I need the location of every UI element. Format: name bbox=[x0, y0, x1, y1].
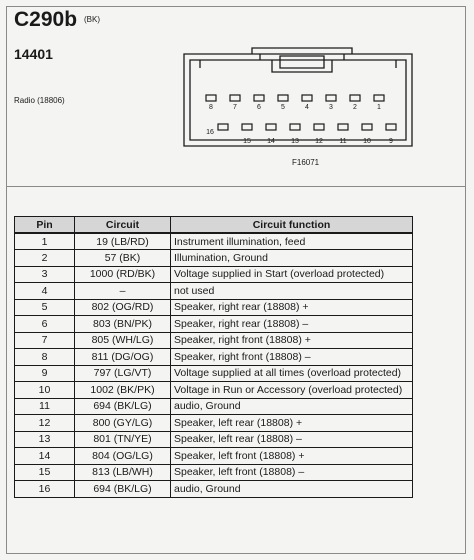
pin-number-label: 13 bbox=[291, 138, 299, 145]
pin-number-label: 16 bbox=[206, 129, 214, 136]
table-row bbox=[15, 431, 413, 448]
cell-circuit-function: Speaker, left rear (18808) + bbox=[171, 415, 413, 432]
cell-circuit-function: audio, Ground bbox=[171, 398, 413, 415]
cell-circuit: 694 (BK/LG) bbox=[75, 481, 171, 498]
table-row bbox=[15, 481, 413, 498]
cell-circuit: 57 (BK) bbox=[75, 250, 171, 267]
pin-cavity bbox=[362, 124, 372, 130]
pin-number-label: 14 bbox=[267, 138, 275, 145]
cell-circuit-function: Voltage in Run or Accessory (overload protected) bbox=[171, 382, 413, 399]
pin-number-label: 4 bbox=[305, 104, 309, 111]
table-row bbox=[15, 250, 413, 267]
table-row bbox=[15, 283, 413, 300]
cell-pin: 2 bbox=[15, 250, 75, 267]
pin-number-label: 3 bbox=[329, 104, 333, 111]
cell-circuit-function: not used bbox=[171, 283, 413, 300]
section-divider bbox=[6, 186, 466, 187]
pin-number-label: 2 bbox=[353, 104, 357, 111]
cell-pin: 11 bbox=[15, 398, 75, 415]
cell-pin: 10 bbox=[15, 382, 75, 399]
cell-pin: 8 bbox=[15, 349, 75, 366]
table-header-row bbox=[15, 217, 413, 234]
cell-pin: 14 bbox=[15, 448, 75, 465]
pin-number-label: 11 bbox=[339, 138, 347, 145]
cell-circuit-function: Speaker, right front (18808) – bbox=[171, 349, 413, 366]
pin-number-label: 12 bbox=[315, 138, 323, 145]
pin-cavity bbox=[218, 124, 228, 130]
cell-circuit: 1002 (BK/PK) bbox=[75, 382, 171, 399]
header-circuit: Circuit bbox=[75, 217, 171, 234]
pin-cavity bbox=[374, 95, 384, 101]
table-row bbox=[15, 382, 413, 399]
cell-circuit: 805 (WH/LG) bbox=[75, 332, 171, 349]
pin-cavity bbox=[386, 124, 396, 130]
pin-cavity bbox=[254, 95, 264, 101]
pin-cavity bbox=[326, 95, 336, 101]
table-row bbox=[15, 464, 413, 481]
cell-pin: 7 bbox=[15, 332, 75, 349]
table-row bbox=[15, 266, 413, 283]
pin-number-label: 6 bbox=[257, 104, 261, 111]
component-label: Radio (18806) bbox=[14, 96, 65, 105]
pin-cavity bbox=[290, 124, 300, 130]
pin-cavity bbox=[278, 95, 288, 101]
cell-pin: 3 bbox=[15, 266, 75, 283]
cell-circuit: 19 (LB/RD) bbox=[75, 233, 171, 250]
cell-circuit: 1000 (RD/BK) bbox=[75, 266, 171, 283]
cell-circuit: 797 (LG/VT) bbox=[75, 365, 171, 382]
cell-circuit-function: Voltage supplied in Start (overload protected) bbox=[171, 266, 413, 283]
figure-id: F16071 bbox=[292, 158, 320, 167]
cell-circuit-function: Speaker, left rear (18808) – bbox=[171, 431, 413, 448]
pin-number-label: 5 bbox=[281, 104, 285, 111]
table-row bbox=[15, 415, 413, 432]
pin-circuit-table bbox=[14, 216, 413, 498]
cell-circuit: 803 (BN/PK) bbox=[75, 316, 171, 333]
pin-cavity bbox=[266, 124, 276, 130]
cell-circuit-function: Speaker, right rear (18808) + bbox=[171, 299, 413, 316]
cell-pin: 4 bbox=[15, 283, 75, 300]
header-pin: Pin bbox=[15, 217, 75, 234]
cell-circuit-function: Illumination, Ground bbox=[171, 250, 413, 267]
cell-circuit: – bbox=[75, 283, 171, 300]
pin-cavity bbox=[230, 95, 240, 101]
cell-pin: 9 bbox=[15, 365, 75, 382]
cell-circuit-function: audio, Ground bbox=[171, 481, 413, 498]
cell-circuit: 811 (DG/OG) bbox=[75, 349, 171, 366]
cell-circuit: 800 (GY/LG) bbox=[75, 415, 171, 432]
cell-circuit-function: Speaker, left front (18808) + bbox=[171, 448, 413, 465]
pin-number-label: 9 bbox=[389, 138, 393, 145]
cell-pin: 15 bbox=[15, 464, 75, 481]
pin-cavity bbox=[242, 124, 252, 130]
pin-cavity bbox=[350, 95, 360, 101]
cell-circuit: 813 (LB/WH) bbox=[75, 464, 171, 481]
pin-number-label: 10 bbox=[363, 138, 371, 145]
cell-pin: 12 bbox=[15, 415, 75, 432]
table-row bbox=[15, 316, 413, 333]
pin-number-label: 1 bbox=[377, 104, 381, 111]
table-row bbox=[15, 299, 413, 316]
cell-pin: 5 bbox=[15, 299, 75, 316]
cell-circuit-function: Speaker, left front (18808) – bbox=[171, 464, 413, 481]
cell-circuit-function: Instrument illumination, feed bbox=[171, 233, 413, 250]
connector-title: C290b bbox=[14, 8, 78, 31]
cell-circuit: 694 (BK/LG) bbox=[75, 398, 171, 415]
table-row bbox=[15, 349, 413, 366]
table-row bbox=[15, 233, 413, 250]
cell-pin: 6 bbox=[15, 316, 75, 333]
cell-circuit: 802 (OG/RD) bbox=[75, 299, 171, 316]
cell-circuit-function: Voltage supplied at all times (overload protected) bbox=[171, 365, 413, 382]
header-circuit-function: Circuit function bbox=[171, 217, 413, 234]
pin-number-label: 7 bbox=[233, 104, 237, 111]
pin-number-label: 8 bbox=[209, 104, 213, 111]
table-row bbox=[15, 448, 413, 465]
connector-face-drawing bbox=[180, 46, 420, 150]
connector-color: (BK) bbox=[84, 15, 100, 24]
cell-pin: 16 bbox=[15, 481, 75, 498]
table-row bbox=[15, 332, 413, 349]
cell-circuit: 804 (OG/LG) bbox=[75, 448, 171, 465]
pin-number-label: 15 bbox=[243, 138, 251, 145]
table-row bbox=[15, 365, 413, 382]
cell-circuit: 801 (TN/YE) bbox=[75, 431, 171, 448]
pin-cavity bbox=[314, 124, 324, 130]
pin-cavity bbox=[302, 95, 312, 101]
pin-cavity bbox=[206, 95, 216, 101]
pin-cavity bbox=[338, 124, 348, 130]
connector-part-number: 14401 bbox=[14, 46, 53, 62]
cell-circuit-function: Speaker, right rear (18808) – bbox=[171, 316, 413, 333]
cell-pin: 1 bbox=[15, 233, 75, 250]
table-row bbox=[15, 398, 413, 415]
cell-circuit-function: Speaker, right front (18808) + bbox=[171, 332, 413, 349]
cell-pin: 13 bbox=[15, 431, 75, 448]
